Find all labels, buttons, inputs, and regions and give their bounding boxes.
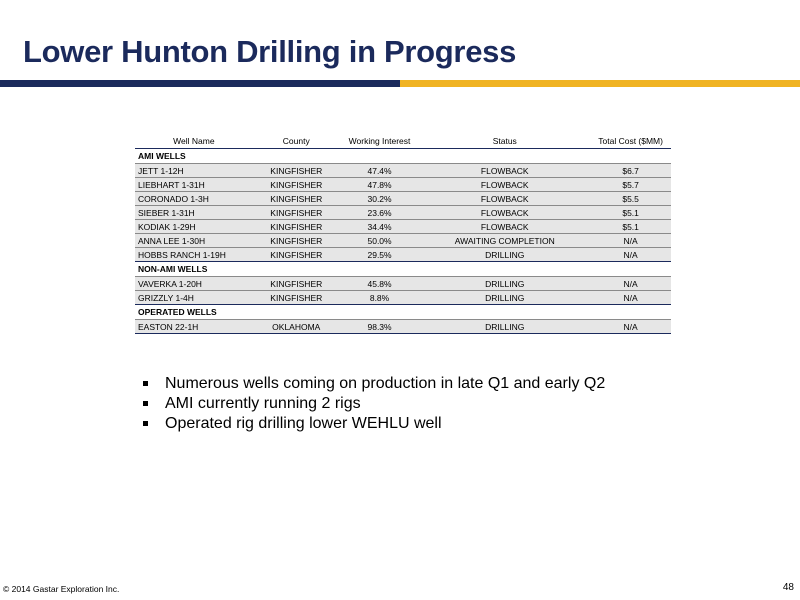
- well-name-cell: HOBBS RANCH 1-19H: [135, 248, 253, 262]
- table-row: [135, 234, 671, 248]
- total-cost-cell: $5.1: [590, 220, 671, 234]
- well-name-cell: GRIZZLY 1-4H: [135, 291, 253, 305]
- wells-table: [135, 134, 671, 334]
- section-row: [135, 305, 671, 320]
- county-cell: KINGFISHER: [253, 192, 340, 206]
- bullet-list: [143, 374, 605, 434]
- status-cell: DRILLING: [419, 277, 590, 291]
- well-name-cell: JETT 1-12H: [135, 164, 253, 178]
- well-name-cell: ANNA LEE 1-30H: [135, 234, 253, 248]
- bullet-text: Numerous wells coming on production in late Q1 and early Q2: [165, 375, 606, 392]
- table-header-row: [135, 134, 671, 149]
- slide-title: Lower Hunton Drilling in Progress: [23, 34, 517, 69]
- working-interest-cell: 45.8%: [340, 277, 419, 291]
- table-row: [135, 206, 671, 220]
- bullet-text: AMI currently running 2 rigs: [165, 395, 361, 412]
- total-cost-cell: $5.1: [590, 206, 671, 220]
- county-cell: OKLAHOMA: [253, 320, 340, 334]
- table-row: [135, 178, 671, 192]
- title-underline-gold: [400, 80, 800, 87]
- working-interest-cell: 50.0%: [340, 234, 419, 248]
- total-cost-cell: N/A: [590, 248, 671, 262]
- county-cell: KINGFISHER: [253, 234, 340, 248]
- table-row: [135, 220, 671, 234]
- header-well-name: Well Name: [135, 134, 253, 149]
- bullet-square-icon: [143, 401, 148, 406]
- section-row: [135, 262, 671, 277]
- total-cost-cell: $6.7: [590, 164, 671, 178]
- status-cell: DRILLING: [419, 320, 590, 334]
- section-row: [135, 149, 671, 164]
- total-cost-cell: $5.7: [590, 178, 671, 192]
- well-name-cell: SIEBER 1-31H: [135, 206, 253, 220]
- total-cost-cell: N/A: [590, 277, 671, 291]
- working-interest-cell: 47.8%: [340, 178, 419, 192]
- bullet-item: [143, 374, 605, 394]
- table-row: [135, 192, 671, 206]
- header-total-cost: Total Cost ($MM): [590, 134, 671, 149]
- status-cell: AWAITING COMPLETION: [419, 234, 590, 248]
- title-underline-navy: [0, 80, 400, 87]
- status-cell: DRILLING: [419, 248, 590, 262]
- county-cell: KINGFISHER: [253, 164, 340, 178]
- bullet-item: [143, 394, 605, 414]
- well-name-cell: KODIAK 1-29H: [135, 220, 253, 234]
- section-label: OPERATED WELLS: [135, 305, 671, 320]
- header-county: County: [253, 134, 340, 149]
- well-name-cell: LIEBHART 1-31H: [135, 178, 253, 192]
- total-cost-cell: N/A: [590, 234, 671, 248]
- county-cell: KINGFISHER: [253, 206, 340, 220]
- section-label: NON-AMI WELLS: [135, 262, 671, 277]
- working-interest-cell: 29.5%: [340, 248, 419, 262]
- page-number: 48: [782, 582, 794, 593]
- county-cell: KINGFISHER: [253, 291, 340, 305]
- working-interest-cell: 8.8%: [340, 291, 419, 305]
- well-name-cell: VAVERKA 1-20H: [135, 277, 253, 291]
- working-interest-cell: 23.6%: [340, 206, 419, 220]
- status-cell: FLOWBACK: [419, 178, 590, 192]
- well-name-cell: EASTON 22-1H: [135, 320, 253, 334]
- footer-copyright: © 2014 Gastar Exploration Inc.: [3, 584, 120, 594]
- table-row: [135, 164, 671, 178]
- table-row: [135, 320, 671, 334]
- bullet-item: [143, 414, 605, 434]
- county-cell: KINGFISHER: [253, 277, 340, 291]
- working-interest-cell: 47.4%: [340, 164, 419, 178]
- total-cost-cell: N/A: [590, 291, 671, 305]
- well-name-cell: CORONADO 1-3H: [135, 192, 253, 206]
- county-cell: KINGFISHER: [253, 220, 340, 234]
- table-row: [135, 291, 671, 305]
- working-interest-cell: 98.3%: [340, 320, 419, 334]
- header-status: Status: [419, 134, 590, 149]
- table-row: [135, 277, 671, 291]
- section-label: AMI WELLS: [135, 149, 671, 164]
- header-working-interest: Working Interest: [340, 134, 419, 149]
- status-cell: FLOWBACK: [419, 164, 590, 178]
- total-cost-cell: N/A: [590, 320, 671, 334]
- working-interest-cell: 34.4%: [340, 220, 419, 234]
- total-cost-cell: $5.5: [590, 192, 671, 206]
- status-cell: FLOWBACK: [419, 220, 590, 234]
- bullet-square-icon: [143, 421, 148, 426]
- county-cell: KINGFISHER: [253, 248, 340, 262]
- table-row: [135, 248, 671, 262]
- bullet-text: Operated rig drilling lower WEHLU well: [165, 415, 442, 432]
- status-cell: FLOWBACK: [419, 192, 590, 206]
- working-interest-cell: 30.2%: [340, 192, 419, 206]
- status-cell: DRILLING: [419, 291, 590, 305]
- bullet-square-icon: [143, 381, 148, 386]
- status-cell: FLOWBACK: [419, 206, 590, 220]
- county-cell: KINGFISHER: [253, 178, 340, 192]
